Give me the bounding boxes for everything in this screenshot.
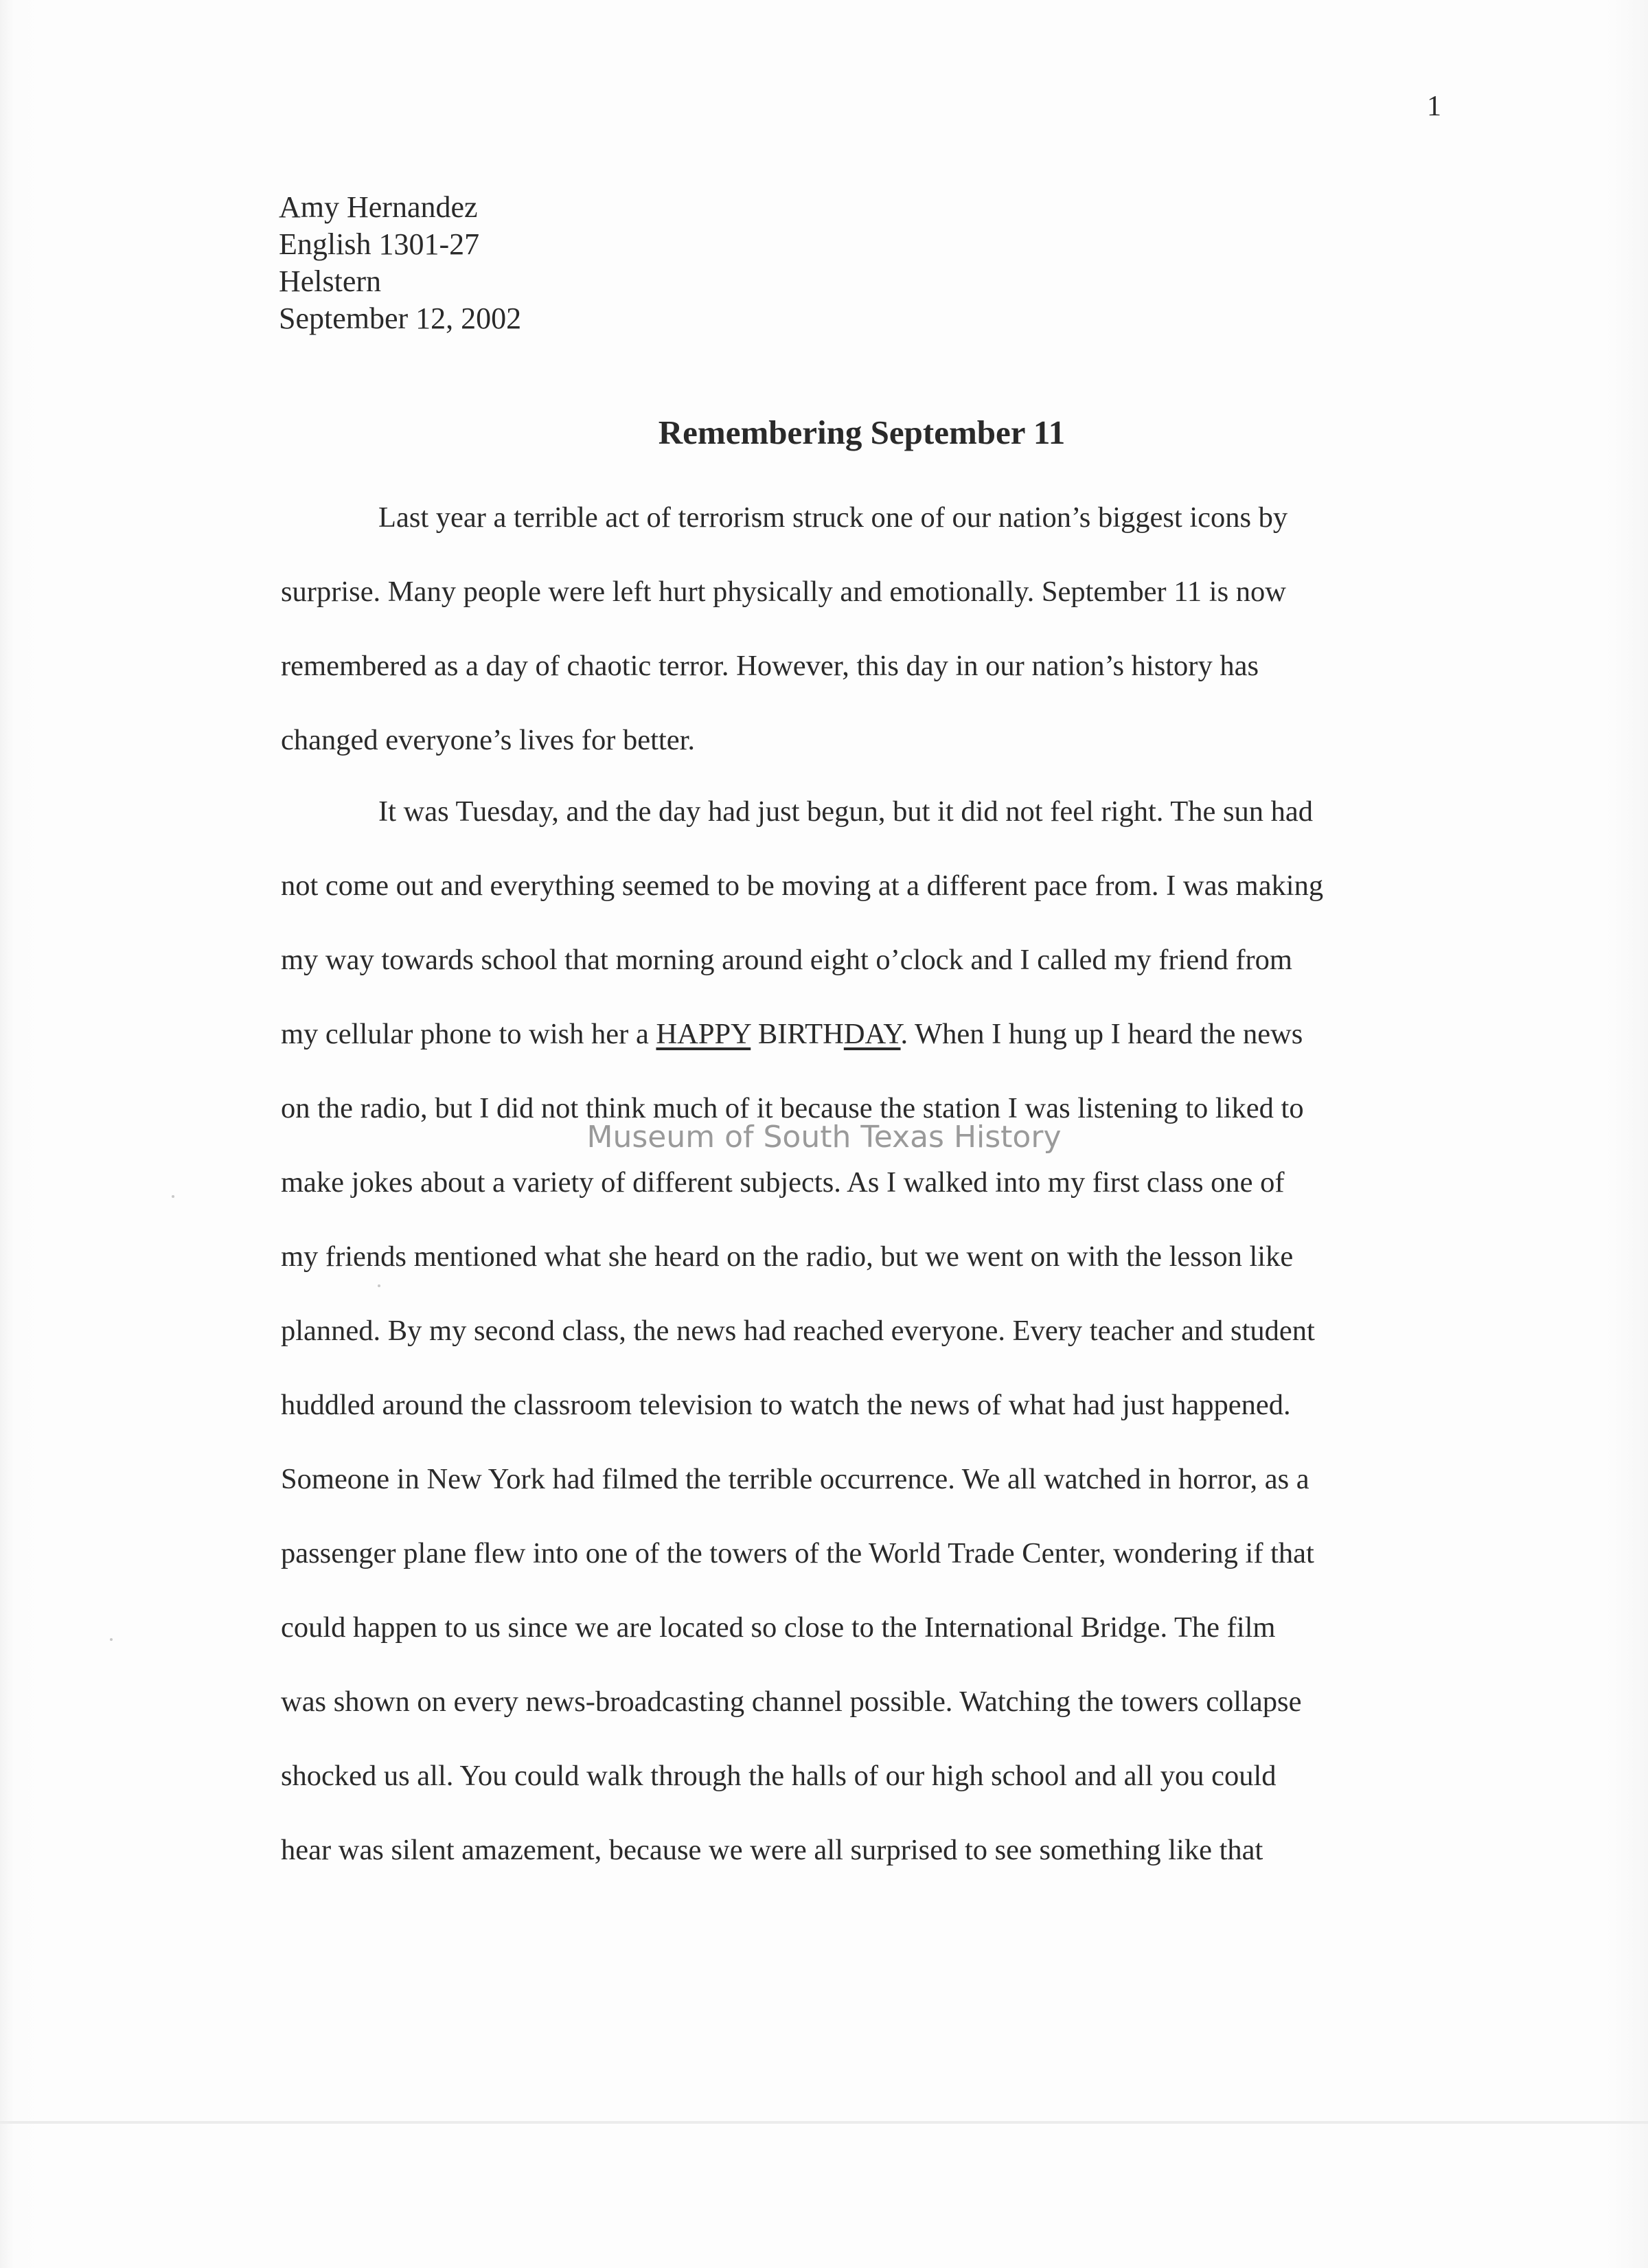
page-number: 1 bbox=[1427, 91, 1441, 122]
paragraph-line bbox=[281, 997, 1441, 1071]
paragraph-line: hear was silent amazement, because we were all surprised to see something like that bbox=[281, 1834, 1263, 1866]
text-span: my cellular phone to wish her a bbox=[281, 1018, 656, 1050]
underlined-happy: HAPPY bbox=[656, 1018, 751, 1050]
paragraph-line: remembered as a day of chaotic terror. However, this day in our nation’s history has bbox=[281, 650, 1259, 682]
museum-watermark: Museum of South Texas History bbox=[586, 1120, 1062, 1155]
paragraph-line: passenger plane flew into one of the towers of the World Trade Center, wondering if that bbox=[281, 1537, 1314, 1569]
paragraph-line: changed everyone’s lives for better. bbox=[281, 724, 696, 756]
paragraph-line: not come out and everything seemed to be moving at a different pace from. I was making bbox=[281, 870, 1324, 902]
paragraph-line: shocked us all. You could walk through the halls of our high school and all you could bbox=[281, 1760, 1277, 1792]
scan-speck bbox=[110, 1638, 113, 1641]
author-name: Amy Hernandez bbox=[279, 190, 478, 224]
paragraph-line: my way towards school that morning around eight o’clock and I called my friend from bbox=[281, 944, 1292, 976]
paragraph-line: It was Tuesday, and the day had just begun, but it did not feel right. The sun had bbox=[378, 795, 1313, 828]
text-span: BIRTH bbox=[751, 1018, 844, 1050]
paragraph-line: surprise. Many people were left hurt physically and emotionally. September 11 is now bbox=[281, 576, 1286, 608]
underlined-day: DAY bbox=[843, 1018, 901, 1050]
scan-speck bbox=[172, 1195, 174, 1198]
essay-date: September 12, 2002 bbox=[279, 302, 522, 335]
text-span: . When I hung up I heard the news bbox=[900, 1018, 1303, 1050]
scan-speck bbox=[378, 1284, 380, 1287]
paragraph-line: Last year a terrible act of terrorism struck one of our nation’s biggest icons by bbox=[378, 501, 1288, 534]
paragraph-line: make jokes about a variety of different subjects. As I walked into my first class one of bbox=[281, 1166, 1285, 1199]
paragraph-line: could happen to us since we are located so close to the International Bridge. The film bbox=[281, 1611, 1276, 1644]
mla-heading bbox=[279, 189, 521, 337]
paragraph-line: Someone in New York had filmed the terrible occurrence. We all watched in horror, as a bbox=[281, 1463, 1309, 1495]
paragraph-line: on the radio, but I did not think much of it because the station I was listening to liked to bbox=[281, 1092, 1304, 1124]
essay-title: Remembering September 11 bbox=[658, 413, 1066, 451]
paragraph-2 bbox=[281, 775, 1441, 1887]
paragraph-line: was shown on every news-broadcasting channel possible. Watching the towers collapse bbox=[281, 1686, 1302, 1718]
paragraph-1 bbox=[281, 481, 1441, 778]
paragraph-line: huddled around the classroom television to watch the news of what had just happened. bbox=[281, 1389, 1291, 1421]
course-name: English 1301-27 bbox=[279, 227, 480, 261]
paragraph-line: my friends mentioned what she heard on the radio, but we went on with the lesson like bbox=[281, 1240, 1294, 1273]
paragraph-line: planned. By my second class, the news had reached everyone. Every teacher and student bbox=[281, 1315, 1315, 1347]
scan-edge-line bbox=[0, 2121, 1648, 2124]
instructor-name: Helstern bbox=[279, 264, 382, 298]
